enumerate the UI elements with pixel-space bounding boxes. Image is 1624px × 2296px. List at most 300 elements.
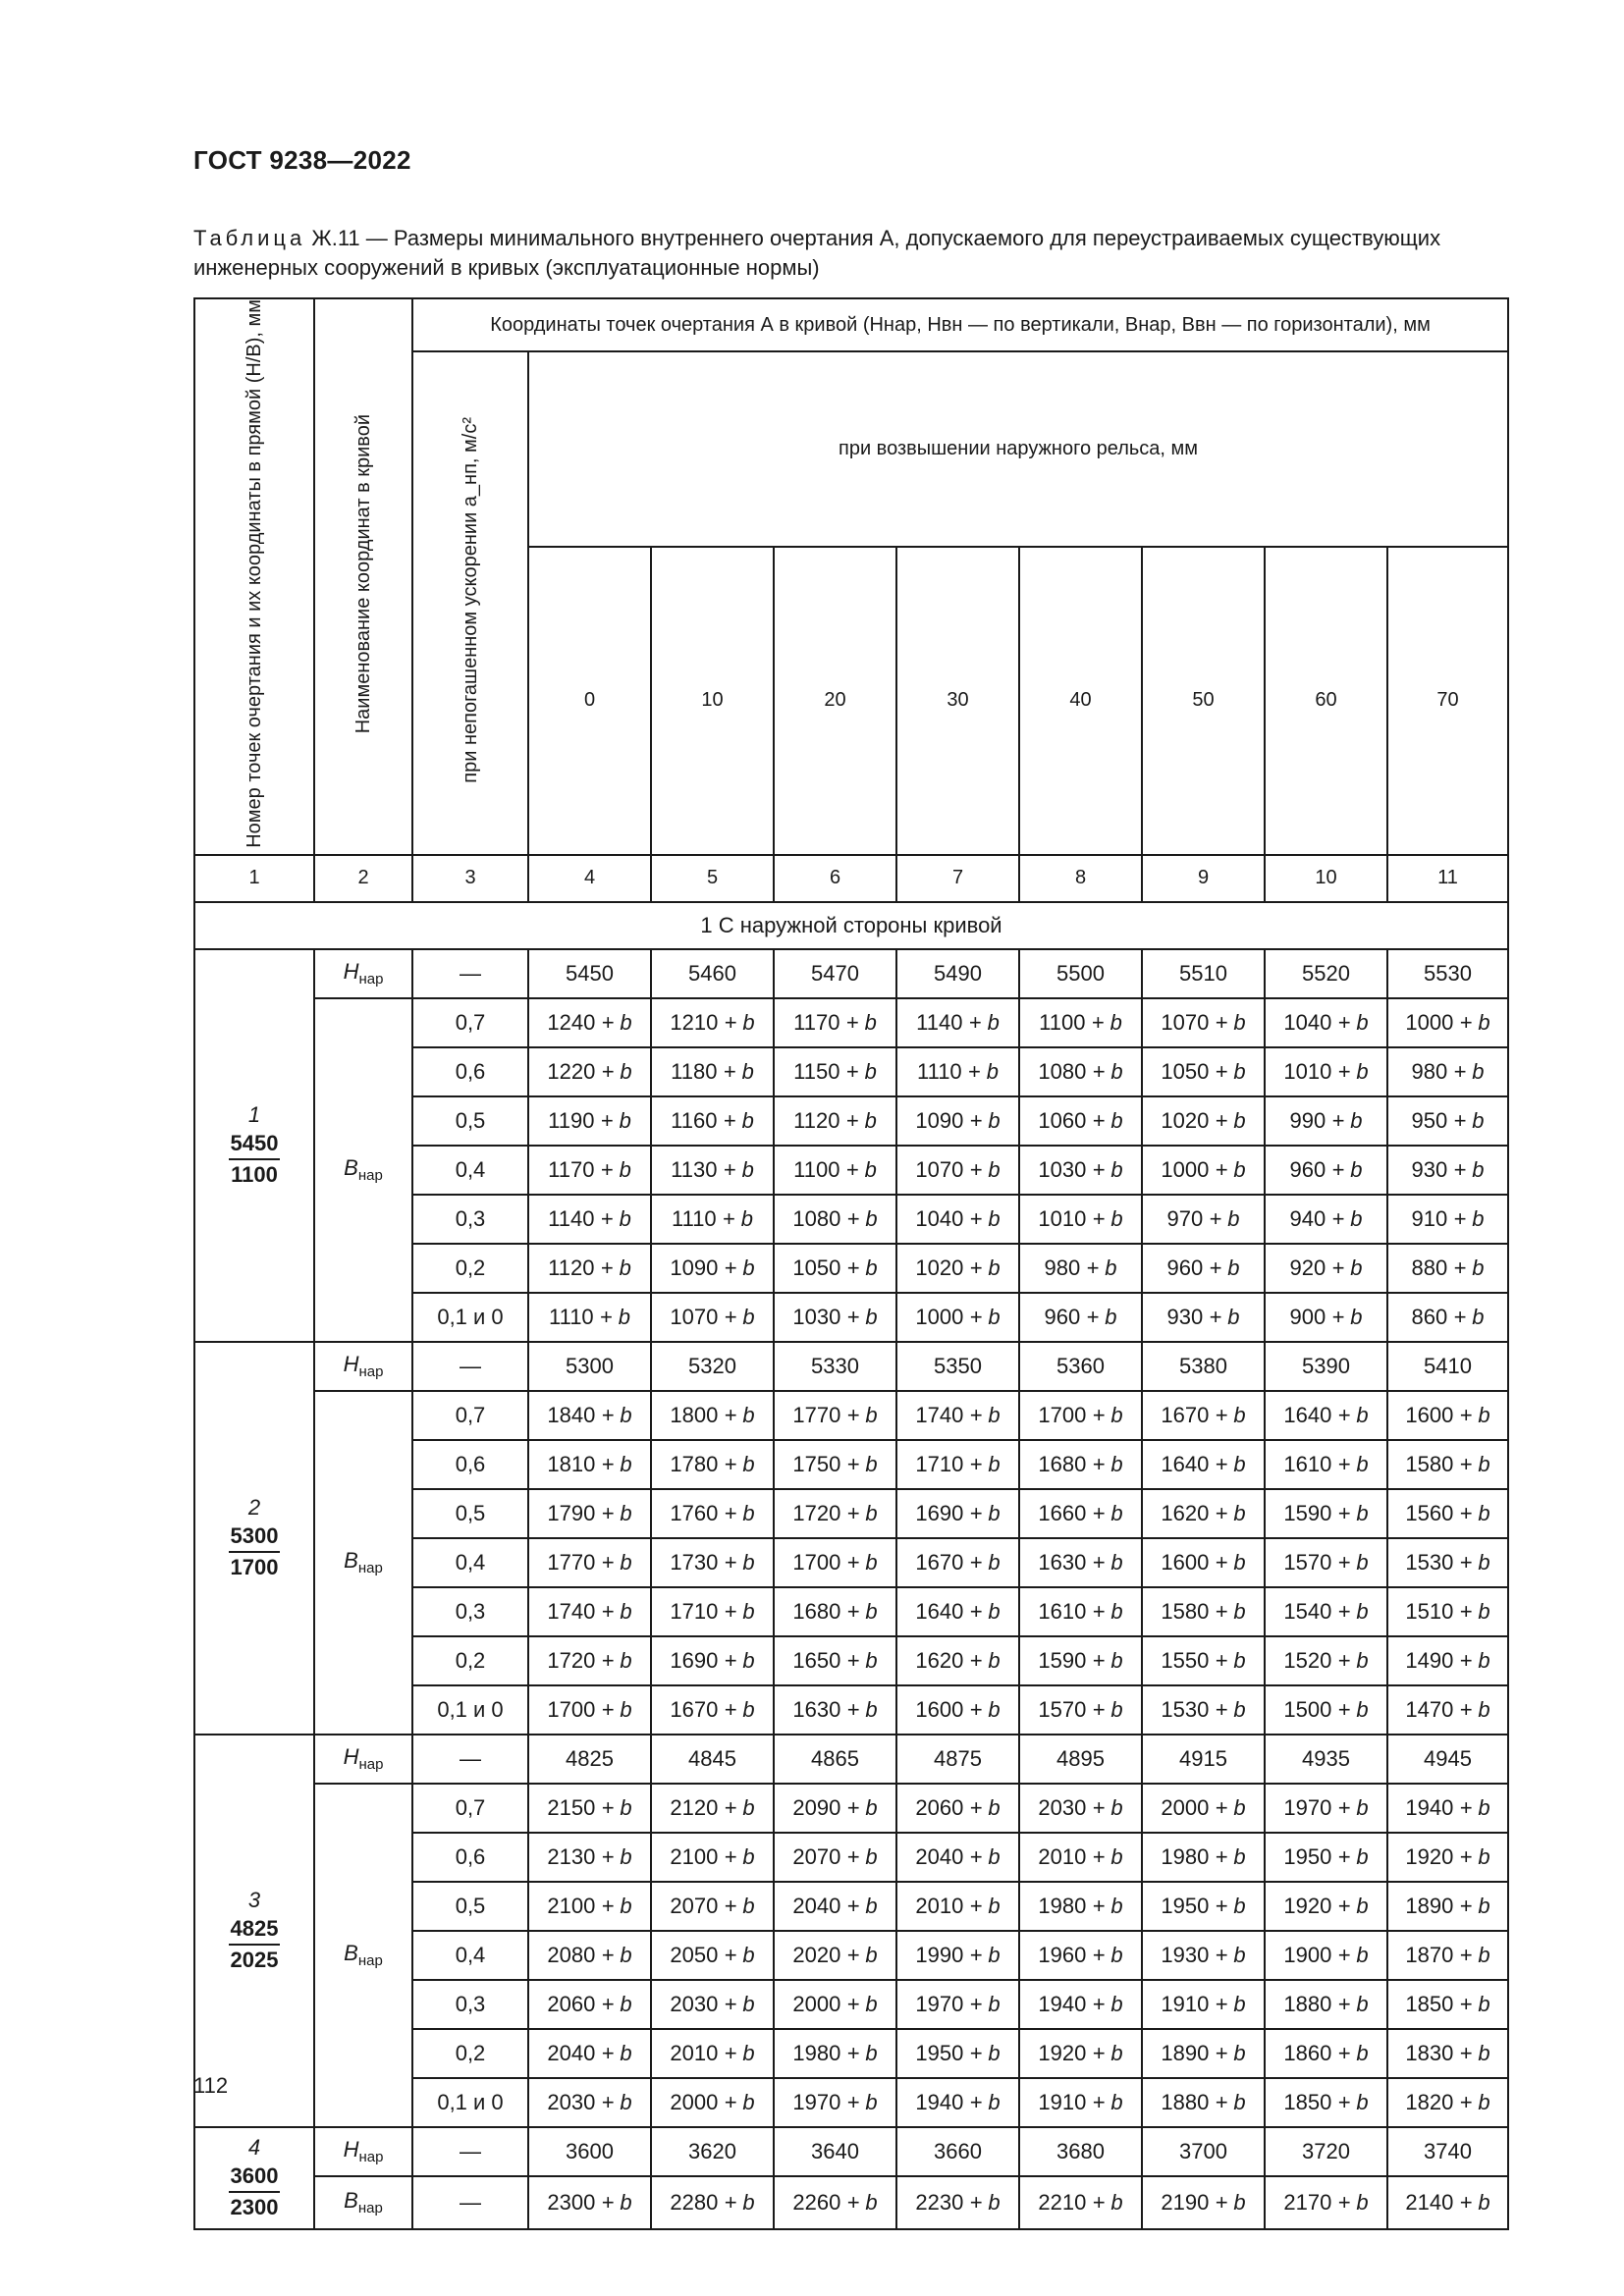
b-value	[1265, 1391, 1387, 1440]
b-suffix: + b	[1459, 1500, 1490, 1525]
b-value	[1019, 1882, 1142, 1931]
b-number: 2010	[1038, 1843, 1087, 1869]
b-number: 1750	[792, 1451, 841, 1476]
b-suffix: + b	[599, 1304, 630, 1329]
b-number: 860	[1411, 1304, 1448, 1329]
coord-letter: H	[343, 2137, 359, 2163]
coord-letter: B	[344, 2188, 358, 2214]
accel-value: 0,5	[412, 1882, 528, 1931]
b-number: 1950	[1161, 1893, 1210, 1918]
h-value: 3640	[774, 2127, 896, 2176]
b-number: 1680	[1038, 1451, 1087, 1476]
elevation-value: 70	[1387, 547, 1508, 855]
b-number: 1880	[1161, 2089, 1210, 2114]
b-suffix: + b	[969, 1794, 1001, 1820]
b-suffix: + b	[601, 2089, 632, 2114]
accel-value: 0,4	[412, 1146, 528, 1195]
b-suffix: + b	[846, 1893, 878, 1918]
b-number: 1920	[1283, 1893, 1332, 1918]
b-number: 1190	[548, 1107, 595, 1133]
b-value	[1387, 1587, 1508, 1636]
b-value	[528, 1833, 651, 1882]
b-number: 1500	[1283, 1696, 1332, 1722]
b-value	[1387, 1195, 1508, 1244]
column-number: 1	[194, 855, 314, 902]
b-suffix: + b	[969, 1647, 1001, 1673]
accel-value: 0,6	[412, 1440, 528, 1489]
b-number: 1670	[1161, 1402, 1210, 1427]
b-number: 2000	[1161, 1794, 1210, 1820]
h-value: 3700	[1142, 2127, 1265, 2176]
b-suffix: + b	[968, 1009, 1000, 1035]
b-value	[1265, 2176, 1387, 2229]
b-suffix: + b	[601, 1794, 632, 1820]
b-suffix: + b	[1215, 1647, 1246, 1673]
point-b: 2300	[230, 2194, 279, 2219]
coord-name-b	[314, 998, 412, 1342]
b-suffix: + b	[1453, 1058, 1485, 1084]
b-value	[1142, 1195, 1265, 1244]
b-value	[528, 1882, 651, 1931]
b-suffix: + b	[1459, 1696, 1490, 1722]
b-number: 1090	[670, 1255, 719, 1280]
caption-label: Таблица	[193, 226, 306, 250]
b-number: 1520	[1283, 1647, 1332, 1673]
b-suffix: + b	[1209, 1205, 1240, 1231]
b-value	[774, 1833, 896, 1882]
coord-name-h	[314, 1735, 412, 1784]
b-suffix: + b	[1092, 1402, 1123, 1427]
b-suffix: + b	[969, 1942, 1001, 1967]
b-number: 1740	[547, 1598, 596, 1624]
b-value	[528, 1980, 651, 2029]
point-coordinates	[229, 1522, 281, 1582]
h-value: 4865	[774, 1735, 896, 1784]
column-number: 8	[1019, 855, 1142, 902]
b-value	[651, 1538, 774, 1587]
b-value	[1142, 2078, 1265, 2127]
b-suffix: + b	[1337, 1843, 1369, 1869]
coord-subscript: нар	[358, 2149, 384, 2166]
b-value	[896, 1244, 1019, 1293]
point-number: 1	[247, 1101, 261, 1127]
column-number: 7	[896, 855, 1019, 902]
b-suffix: + b	[724, 1647, 755, 1673]
table-row	[194, 1342, 1508, 1391]
point-coordinates	[229, 1914, 281, 1975]
b-value	[528, 2029, 651, 2078]
b-number: 1840	[547, 1402, 596, 1427]
b-value	[1142, 1980, 1265, 2029]
col3-header	[412, 351, 528, 855]
b-value	[1019, 1538, 1142, 1587]
b-value	[528, 1096, 651, 1146]
b-suffix: + b	[1459, 1991, 1490, 2016]
b-number: 1670	[915, 1549, 964, 1575]
b-value	[774, 1440, 896, 1489]
b-value	[651, 1784, 774, 1833]
b-value	[774, 1980, 896, 2029]
b-value	[896, 1636, 1019, 1685]
b-suffix: + b	[846, 1549, 878, 1575]
b-suffix: + b	[1092, 1107, 1123, 1133]
coord-letter: H	[343, 959, 359, 985]
point-h: 4825	[229, 1914, 281, 1946]
b-value	[1019, 1293, 1142, 1342]
point-number: 3	[247, 1887, 261, 1912]
b-suffix: + b	[600, 1255, 631, 1280]
table-row	[194, 1784, 1508, 1833]
b-number: 1930	[1161, 1942, 1210, 1967]
b-number: 1610	[1283, 1451, 1332, 1476]
coord-letter: H	[343, 1744, 359, 1770]
b-suffix: + b	[846, 2040, 878, 2065]
b-number: 1720	[792, 1500, 841, 1525]
b-number: 1790	[547, 1500, 596, 1525]
b-number: 1740	[915, 1402, 964, 1427]
b-number: 1640	[1283, 1402, 1332, 1427]
b-suffix: + b	[1092, 1696, 1123, 1722]
b-suffix: + b	[845, 1058, 877, 1084]
b-number: 1960	[1038, 1942, 1087, 1967]
caption-number: Ж.11	[311, 226, 360, 250]
b-value	[774, 1489, 896, 1538]
coord-name-b	[314, 1784, 412, 2127]
b-suffix: + b	[969, 1402, 1001, 1427]
b-suffix: + b	[1337, 1500, 1369, 1525]
b-number: 970	[1166, 1205, 1204, 1231]
b-value	[1142, 998, 1265, 1047]
b-value	[896, 1931, 1019, 1980]
elevation-value: 0	[528, 547, 651, 855]
b-number: 1060	[1038, 1107, 1087, 1133]
b-value	[528, 1931, 651, 1980]
b-number: 1910	[1038, 2089, 1087, 2114]
b-suffix: + b	[600, 1205, 631, 1231]
b-suffix: + b	[1337, 1451, 1369, 1476]
point-b: 2025	[230, 1947, 279, 1972]
b-suffix: + b	[601, 1991, 632, 2016]
b-number: 1900	[1283, 1942, 1332, 1967]
coord-subscript: нар	[357, 1952, 383, 1970]
column-number: 6	[774, 855, 896, 902]
accel-value: —	[412, 2176, 528, 2229]
coord-name-b	[314, 1391, 412, 1735]
b-number: 2040	[915, 1843, 964, 1869]
b-number: 2030	[670, 1991, 719, 2016]
b-number: 1510	[1405, 1598, 1454, 1624]
b-suffix: + b	[1337, 2089, 1369, 2114]
caption-text: — Размеры минимального внутреннего очертания А, допускаемого для переустраиваемых существующих инженерных сооружений в кривых (эксплуатационные нормы)	[193, 226, 1441, 280]
b-suffix: + b	[846, 1500, 878, 1525]
b-suffix: + b	[1086, 1255, 1117, 1280]
b-value	[774, 1047, 896, 1096]
b-value	[896, 2029, 1019, 2078]
b-suffix: + b	[601, 1843, 632, 1869]
b-value	[1019, 1096, 1142, 1146]
b-suffix: + b	[1337, 1402, 1369, 1427]
b-value	[1387, 1047, 1508, 1096]
b-number: 1010	[1283, 1058, 1332, 1084]
b-number: 1130	[671, 1156, 718, 1182]
column-number: 3	[412, 855, 528, 902]
b-number: 1940	[915, 2089, 964, 2114]
b-number: 1140	[916, 1009, 963, 1035]
accel-value: 0,1 и 0	[412, 2078, 528, 2127]
b-value	[1019, 1931, 1142, 1980]
b-value	[1142, 1636, 1265, 1685]
b-suffix: + b	[1092, 1991, 1123, 2016]
b-value	[1019, 2029, 1142, 2078]
b-number: 1120	[793, 1107, 840, 1133]
h-value: 5300	[528, 1342, 651, 1391]
b-value	[1387, 1636, 1508, 1685]
b-number: 1170	[548, 1156, 595, 1182]
b-suffix: + b	[969, 1549, 1001, 1575]
b-number: 950	[1411, 1107, 1448, 1133]
elevation-value: 40	[1019, 547, 1142, 855]
b-value	[651, 1980, 774, 2029]
b-value	[1387, 1685, 1508, 1735]
coord-subscript: нар	[358, 1756, 384, 1774]
b-suffix: + b	[1092, 1794, 1123, 1820]
b-number: 2040	[547, 2040, 596, 2065]
b-number: 1770	[547, 1549, 596, 1575]
accel-value: 0,5	[412, 1096, 528, 1146]
b-number: 2140	[1405, 2189, 1454, 2215]
b-number: 1710	[915, 1451, 964, 1476]
b-number: 1830	[1405, 2040, 1454, 2065]
coord-subscript: нар	[357, 1167, 383, 1185]
accel-value: 0,2	[412, 1244, 528, 1293]
b-suffix: + b	[969, 1304, 1001, 1329]
b-value	[1265, 1931, 1387, 1980]
b-value	[528, 998, 651, 1047]
b-suffix: + b	[1331, 1304, 1363, 1329]
b-suffix: + b	[846, 1843, 878, 1869]
b-number: 2040	[792, 1893, 841, 1918]
b-value	[774, 1293, 896, 1342]
b-suffix: + b	[1209, 1304, 1240, 1329]
b-number: 900	[1289, 1304, 1326, 1329]
b-number: 2020	[792, 1942, 841, 1967]
b-suffix: + b	[601, 1893, 632, 1918]
b-value	[1142, 1833, 1265, 1882]
b-suffix: + b	[1215, 2089, 1246, 2114]
b-value	[1387, 1538, 1508, 1587]
b-number: 1580	[1161, 1598, 1210, 1624]
b-value	[1019, 2176, 1142, 2229]
b-number: 930	[1411, 1156, 1448, 1182]
b-value	[1387, 998, 1508, 1047]
b-suffix: + b	[1092, 1451, 1123, 1476]
b-suffix: + b	[1086, 1304, 1117, 1329]
b-suffix: + b	[1092, 1942, 1123, 1967]
b-value	[896, 1685, 1019, 1735]
accel-value: 0,4	[412, 1538, 528, 1587]
b-value	[1265, 1538, 1387, 1587]
b-suffix: + b	[1337, 1794, 1369, 1820]
b-number: 1220	[547, 1058, 596, 1084]
table-row	[194, 949, 1508, 998]
b-value	[528, 1440, 651, 1489]
elevation-header: при возвышении наружного рельса, мм	[528, 351, 1508, 547]
b-value	[896, 1833, 1019, 1882]
b-number: 1150	[793, 1058, 840, 1084]
h-value: 5520	[1265, 949, 1387, 998]
b-suffix: + b	[1453, 1156, 1485, 1182]
b-number: 920	[1289, 1255, 1326, 1280]
table-row	[194, 2176, 1508, 2229]
b-value	[651, 1440, 774, 1489]
accel-value: —	[412, 1342, 528, 1391]
b-number: 1690	[915, 1500, 964, 1525]
b-suffix: + b	[1337, 1893, 1369, 1918]
h-value: 5460	[651, 949, 774, 998]
accel-value: —	[412, 1735, 528, 1784]
b-value	[528, 1587, 651, 1636]
b-value	[1019, 1391, 1142, 1440]
b-number: 2210	[1038, 2189, 1087, 2215]
b-number: 1700	[1038, 1402, 1087, 1427]
b-suffix: + b	[1092, 2040, 1123, 2065]
b-number: 2230	[915, 2189, 964, 2215]
b-value	[1387, 2078, 1508, 2127]
b-number: 1000	[915, 1304, 964, 1329]
b-number: 1880	[1283, 1991, 1332, 2016]
b-number: 2030	[1038, 1794, 1087, 1820]
coord-name-h	[314, 949, 412, 998]
page-number: 112	[193, 2073, 229, 2098]
b-number: 1950	[1283, 1843, 1332, 1869]
b-suffix: + b	[1337, 1058, 1369, 1084]
b-number: 2010	[670, 2040, 719, 2065]
col2-header-text: Наименование координат в кривой	[352, 413, 374, 734]
h-value: 5500	[1019, 949, 1142, 998]
b-number: 1890	[1405, 1893, 1454, 1918]
accel-value: 0,6	[412, 1047, 528, 1096]
b-number: 1870	[1405, 1942, 1454, 1967]
b-value	[651, 2176, 774, 2229]
b-suffix: + b	[1215, 1942, 1246, 1967]
b-number: 1770	[792, 1402, 841, 1427]
accel-value: 0,7	[412, 1784, 528, 1833]
b-suffix: + b	[1331, 1255, 1363, 1280]
b-value	[1142, 1882, 1265, 1931]
b-number: 1070	[1161, 1009, 1210, 1035]
b-suffix: + b	[1215, 1058, 1246, 1084]
b-value	[1265, 1195, 1387, 1244]
b-number: 1950	[915, 2040, 964, 2065]
b-number: 1920	[1405, 1843, 1454, 1869]
coord-letter: B	[344, 1155, 358, 1181]
b-number: 1530	[1405, 1549, 1454, 1575]
b-suffix: + b	[1215, 1156, 1246, 1182]
column-number: 11	[1387, 855, 1508, 902]
b-suffix: + b	[1459, 2189, 1490, 2215]
b-suffix: + b	[846, 1451, 878, 1476]
b-value	[896, 1587, 1019, 1636]
accel-value: 0,1 и 0	[412, 1685, 528, 1735]
b-suffix: + b	[1209, 1255, 1240, 1280]
b-value	[774, 2029, 896, 2078]
b-value	[528, 1047, 651, 1096]
b-value	[1142, 1931, 1265, 1980]
accel-value: 0,3	[412, 1587, 528, 1636]
b-suffix: + b	[724, 2089, 755, 2114]
b-suffix: + b	[724, 1794, 755, 1820]
b-number: 2090	[792, 1794, 841, 1820]
h-value: 4935	[1265, 1735, 1387, 1784]
b-suffix: + b	[1215, 1009, 1246, 1035]
b-value	[896, 1391, 1019, 1440]
b-value	[651, 1882, 774, 1931]
coord-subscript: нар	[357, 2200, 383, 2217]
h-value: 3620	[651, 2127, 774, 2176]
b-suffix: + b	[846, 1402, 878, 1427]
b-suffix: + b	[1092, 1500, 1123, 1525]
b-number: 2280	[670, 2189, 719, 2215]
b-suffix: + b	[969, 1843, 1001, 1869]
b-number: 990	[1289, 1107, 1326, 1133]
coord-name-h	[314, 1342, 412, 1391]
b-number: 2060	[547, 1991, 596, 2016]
coord-subscript: нар	[357, 1560, 383, 1577]
h-value: 5450	[528, 949, 651, 998]
b-suffix: + b	[845, 1156, 877, 1182]
point-cell	[194, 1735, 314, 2127]
b-value	[1265, 2078, 1387, 2127]
b-suffix: + b	[846, 1991, 878, 2016]
b-number: 2010	[915, 1893, 964, 1918]
b-value	[896, 1489, 1019, 1538]
b-suffix: + b	[1215, 1893, 1246, 1918]
b-number: 2000	[670, 2089, 719, 2114]
point-b: 1700	[230, 1554, 279, 1579]
b-suffix: + b	[724, 1893, 755, 1918]
point-coordinates	[229, 2162, 281, 2222]
b-value	[1142, 2029, 1265, 2078]
column-number: 9	[1142, 855, 1265, 902]
b-value	[651, 1685, 774, 1735]
b-value	[1265, 1833, 1387, 1882]
point-b: 1100	[231, 1161, 278, 1187]
b-suffix: + b	[601, 1009, 632, 1035]
b-number: 1050	[792, 1255, 841, 1280]
b-value	[1142, 1244, 1265, 1293]
b-value	[1142, 1587, 1265, 1636]
b-value	[1265, 1096, 1387, 1146]
b-value	[896, 1980, 1019, 2029]
b-number: 1980	[1161, 1843, 1210, 1869]
h-value: 3720	[1265, 2127, 1387, 2176]
b-suffix: + b	[846, 1647, 878, 1673]
h-value: 5410	[1387, 1342, 1508, 1391]
b-number: 1810	[547, 1451, 596, 1476]
coord-name-h	[314, 2127, 412, 2176]
b-suffix: + b	[1092, 1058, 1123, 1084]
coord-letter: H	[343, 1352, 359, 1377]
b-value	[896, 1146, 1019, 1195]
point-cell	[194, 1342, 314, 1735]
b-value	[774, 1636, 896, 1685]
point-h: 5300	[229, 1522, 281, 1553]
b-suffix: + b	[722, 1205, 753, 1231]
table-row	[194, 998, 1508, 1047]
b-value	[896, 1096, 1019, 1146]
b-value	[651, 1293, 774, 1342]
h-value: 4845	[651, 1735, 774, 1784]
